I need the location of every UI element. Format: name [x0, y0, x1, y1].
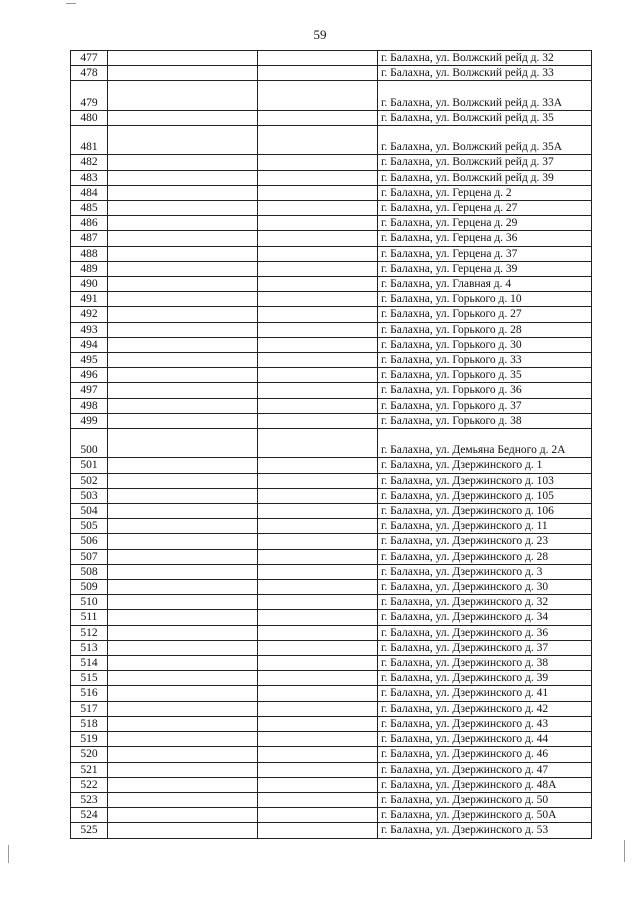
- table-row: [71, 170, 592, 185]
- row-number: 515: [71, 671, 108, 686]
- empty-cell: [258, 292, 378, 307]
- row-number: 478: [71, 66, 108, 81]
- empty-cell: [258, 762, 378, 777]
- row-number: 512: [71, 625, 108, 640]
- empty-cell: [258, 488, 378, 503]
- row-number: 483: [71, 170, 108, 185]
- address-cell: г. Балахна, ул. Дзержинского д. 48А: [378, 777, 592, 792]
- empty-cell: [108, 216, 258, 231]
- row-number: 506: [71, 534, 108, 549]
- empty-cell: [258, 747, 378, 762]
- table-row: [71, 716, 592, 731]
- address-cell: г. Балахна, ул. Волжский рейд д. 37: [378, 155, 592, 170]
- empty-cell: [258, 640, 378, 655]
- row-number: 491: [71, 292, 108, 307]
- empty-cell: [108, 534, 258, 549]
- table-row: [71, 277, 592, 292]
- table-row: [71, 595, 592, 610]
- address-cell: г. Балахна, ул. Горького д. 10: [378, 292, 592, 307]
- empty-cell: [108, 640, 258, 655]
- empty-cell: [108, 701, 258, 716]
- empty-cell: [108, 170, 258, 185]
- row-number: 477: [71, 51, 108, 66]
- row-number: 481: [71, 126, 108, 155]
- empty-cell: [108, 126, 258, 155]
- address-cell: г. Балахна, ул. Дзержинского д. 23: [378, 534, 592, 549]
- empty-cell: [258, 413, 378, 428]
- empty-cell: [108, 429, 258, 458]
- table-row: [71, 322, 592, 337]
- empty-cell: [108, 747, 258, 762]
- table-row: [71, 429, 592, 458]
- row-number: 514: [71, 656, 108, 671]
- row-number: 488: [71, 246, 108, 261]
- empty-cell: [108, 580, 258, 595]
- address-cell: г. Балахна, ул. Дзержинского д. 34: [378, 610, 592, 625]
- scan-mark-top: [66, 3, 76, 4]
- table-row: [71, 126, 592, 155]
- empty-cell: [108, 762, 258, 777]
- row-number: 480: [71, 110, 108, 125]
- table-row: [71, 534, 592, 549]
- table-row: [71, 823, 592, 838]
- address-cell: г. Балахна, ул. Дзержинского д. 36: [378, 625, 592, 640]
- empty-cell: [258, 777, 378, 792]
- empty-cell: [108, 322, 258, 337]
- address-cell: г. Балахна, ул. Дзержинского д. 53: [378, 823, 592, 838]
- address-cell: г. Балахна, ул. Дзержинского д. 47: [378, 762, 592, 777]
- empty-cell: [258, 216, 378, 231]
- scan-mark-right: [624, 840, 625, 862]
- table-row: [71, 640, 592, 655]
- row-number: 524: [71, 808, 108, 823]
- address-cell: г. Балахна, ул. Горького д. 35: [378, 368, 592, 383]
- empty-cell: [108, 277, 258, 292]
- row-number: 518: [71, 716, 108, 731]
- empty-cell: [108, 155, 258, 170]
- empty-cell: [108, 777, 258, 792]
- empty-cell: [108, 353, 258, 368]
- row-number: 502: [71, 473, 108, 488]
- table-row: [71, 368, 592, 383]
- address-cell: г. Балахна, ул. Герцена д. 29: [378, 216, 592, 231]
- empty-cell: [258, 277, 378, 292]
- table-row: [71, 564, 592, 579]
- empty-cell: [258, 110, 378, 125]
- table-row: [71, 671, 592, 686]
- table-row: [71, 473, 592, 488]
- row-number: 495: [71, 353, 108, 368]
- empty-cell: [258, 51, 378, 66]
- empty-cell: [258, 823, 378, 838]
- empty-cell: [108, 307, 258, 322]
- table-row: [71, 66, 592, 81]
- row-number: 487: [71, 231, 108, 246]
- address-cell: г. Балахна, ул. Дзержинского д. 32: [378, 595, 592, 610]
- empty-cell: [258, 549, 378, 564]
- row-number: 479: [71, 81, 108, 110]
- address-cell: г. Балахна, ул. Дзержинского д. 39: [378, 671, 592, 686]
- row-number: 508: [71, 564, 108, 579]
- empty-cell: [108, 246, 258, 261]
- address-cell: г. Балахна, ул. Герцена д. 37: [378, 246, 592, 261]
- empty-cell: [108, 185, 258, 200]
- row-number: 500: [71, 429, 108, 458]
- empty-cell: [258, 307, 378, 322]
- table-row: [71, 246, 592, 261]
- empty-cell: [108, 81, 258, 110]
- row-number: 504: [71, 504, 108, 519]
- empty-cell: [108, 473, 258, 488]
- empty-cell: [258, 246, 378, 261]
- row-number: 492: [71, 307, 108, 322]
- address-cell: г. Балахна, ул. Дзержинского д. 41: [378, 686, 592, 701]
- empty-cell: [258, 473, 378, 488]
- empty-cell: [258, 170, 378, 185]
- table-row: [71, 353, 592, 368]
- table-row: [71, 231, 592, 246]
- empty-cell: [108, 110, 258, 125]
- address-cell: г. Балахна, ул. Герцена д. 36: [378, 231, 592, 246]
- empty-cell: [258, 625, 378, 640]
- empty-cell: [258, 126, 378, 155]
- table-row: [71, 762, 592, 777]
- empty-cell: [258, 808, 378, 823]
- empty-cell: [108, 732, 258, 747]
- empty-cell: [258, 322, 378, 337]
- table-row: [71, 337, 592, 352]
- address-cell: г. Балахна, ул. Горького д. 27: [378, 307, 592, 322]
- table-row: [71, 185, 592, 200]
- empty-cell: [258, 383, 378, 398]
- empty-cell: [258, 231, 378, 246]
- empty-cell: [258, 429, 378, 458]
- address-cell: г. Балахна, ул. Дзержинского д. 28: [378, 549, 592, 564]
- empty-cell: [108, 671, 258, 686]
- row-number: 513: [71, 640, 108, 655]
- address-cell: г. Балахна, ул. Горького д. 36: [378, 383, 592, 398]
- empty-cell: [108, 656, 258, 671]
- table-row: [71, 292, 592, 307]
- empty-cell: [108, 823, 258, 838]
- address-cell: г. Балахна, ул. Дзержинского д. 38: [378, 656, 592, 671]
- table-row: [71, 216, 592, 231]
- address-cell: г. Балахна, ул. Горького д. 33: [378, 353, 592, 368]
- address-cell: г. Балахна, ул. Герцена д. 27: [378, 201, 592, 216]
- table-row: [71, 458, 592, 473]
- address-cell: г. Балахна, ул. Дзержинского д. 50: [378, 792, 592, 807]
- empty-cell: [108, 625, 258, 640]
- address-cell: г. Балахна, ул. Волжский рейд д. 32: [378, 51, 592, 66]
- row-number: 509: [71, 580, 108, 595]
- address-cell: г. Балахна, ул. Горького д. 28: [378, 322, 592, 337]
- table-row: [71, 686, 592, 701]
- empty-cell: [258, 504, 378, 519]
- empty-cell: [258, 155, 378, 170]
- address-table-body: [71, 51, 592, 839]
- row-number: 519: [71, 732, 108, 747]
- empty-cell: [258, 66, 378, 81]
- empty-cell: [108, 610, 258, 625]
- row-number: 499: [71, 413, 108, 428]
- empty-cell: [258, 595, 378, 610]
- address-cell: г. Балахна, ул. Волжский рейд д. 33: [378, 66, 592, 81]
- address-cell: г. Балахна, ул. Горького д. 38: [378, 413, 592, 428]
- empty-cell: [108, 413, 258, 428]
- empty-cell: [108, 51, 258, 66]
- table-row: [71, 383, 592, 398]
- address-cell: г. Балахна, ул. Дзержинского д. 105: [378, 488, 592, 503]
- table-row: [71, 625, 592, 640]
- empty-cell: [258, 398, 378, 413]
- empty-cell: [258, 519, 378, 534]
- address-cell: г. Балахна, ул. Дзержинского д. 43: [378, 716, 592, 731]
- row-number: 523: [71, 792, 108, 807]
- address-cell: г. Балахна, ул. Волжский рейд д. 35: [378, 110, 592, 125]
- empty-cell: [108, 66, 258, 81]
- address-cell: г. Балахна, ул. Дзержинского д. 103: [378, 473, 592, 488]
- address-table: [70, 50, 592, 839]
- empty-cell: [258, 201, 378, 216]
- row-number: 489: [71, 261, 108, 276]
- empty-cell: [108, 716, 258, 731]
- row-number: 493: [71, 322, 108, 337]
- empty-cell: [108, 808, 258, 823]
- empty-cell: [258, 716, 378, 731]
- address-cell: г. Балахна, ул. Дзержинского д. 50А: [378, 808, 592, 823]
- empty-cell: [258, 81, 378, 110]
- address-cell: г. Балахна, ул. Дзержинского д. 11: [378, 519, 592, 534]
- empty-cell: [258, 534, 378, 549]
- empty-cell: [258, 185, 378, 200]
- row-number: 501: [71, 458, 108, 473]
- table-row: [71, 201, 592, 216]
- empty-cell: [108, 231, 258, 246]
- empty-cell: [258, 671, 378, 686]
- row-number: 490: [71, 277, 108, 292]
- address-cell: г. Балахна, ул. Дзержинского д. 42: [378, 701, 592, 716]
- row-number: 510: [71, 595, 108, 610]
- address-cell: г. Балахна, ул. Дзержинского д. 30: [378, 580, 592, 595]
- row-number: 503: [71, 488, 108, 503]
- table-row: [71, 398, 592, 413]
- address-cell: г. Балахна, ул. Демьяна Бедного д. 2А: [378, 429, 592, 458]
- scan-mark-left: [8, 845, 9, 863]
- row-number: 482: [71, 155, 108, 170]
- table-row: [71, 488, 592, 503]
- table-row: [71, 732, 592, 747]
- empty-cell: [258, 564, 378, 579]
- empty-cell: [108, 368, 258, 383]
- address-cell: г. Балахна, ул. Дзержинского д. 44: [378, 732, 592, 747]
- row-number: 522: [71, 777, 108, 792]
- table-row: [71, 777, 592, 792]
- empty-cell: [258, 701, 378, 716]
- address-cell: г. Балахна, ул. Дзержинского д. 106: [378, 504, 592, 519]
- empty-cell: [108, 201, 258, 216]
- table-row: [71, 413, 592, 428]
- empty-cell: [258, 458, 378, 473]
- row-number: 494: [71, 337, 108, 352]
- empty-cell: [108, 595, 258, 610]
- empty-cell: [258, 368, 378, 383]
- table-row: [71, 81, 592, 110]
- row-number: 520: [71, 747, 108, 762]
- table-row: [71, 610, 592, 625]
- row-number: 517: [71, 701, 108, 716]
- table-row: [71, 656, 592, 671]
- empty-cell: [108, 564, 258, 579]
- row-number: 496: [71, 368, 108, 383]
- table-row: [71, 701, 592, 716]
- row-number: 498: [71, 398, 108, 413]
- row-number: 497: [71, 383, 108, 398]
- row-number: 484: [71, 185, 108, 200]
- empty-cell: [258, 792, 378, 807]
- empty-cell: [258, 686, 378, 701]
- address-cell: г. Балахна, ул. Волжский рейд д. 39: [378, 170, 592, 185]
- row-number: 507: [71, 549, 108, 564]
- address-cell: г. Балахна, ул. Дзержинского д. 37: [378, 640, 592, 655]
- table-row: [71, 307, 592, 322]
- row-number: 505: [71, 519, 108, 534]
- table-row: [71, 808, 592, 823]
- address-cell: г. Балахна, ул. Дзержинского д. 3: [378, 564, 592, 579]
- address-cell: г. Балахна, ул. Волжский рейд д. 35А: [378, 126, 592, 155]
- empty-cell: [258, 610, 378, 625]
- table-row: [71, 792, 592, 807]
- table-row: [71, 155, 592, 170]
- address-cell: г. Балахна, ул. Горького д. 30: [378, 337, 592, 352]
- table-row: [71, 261, 592, 276]
- table-row: [71, 110, 592, 125]
- row-number: 516: [71, 686, 108, 701]
- row-number: 486: [71, 216, 108, 231]
- empty-cell: [258, 337, 378, 352]
- empty-cell: [258, 353, 378, 368]
- empty-cell: [108, 519, 258, 534]
- address-cell: г. Балахна, ул. Дзержинского д. 1: [378, 458, 592, 473]
- address-cell: г. Балахна, ул. Герцена д. 39: [378, 261, 592, 276]
- table-row: [71, 549, 592, 564]
- empty-cell: [108, 337, 258, 352]
- empty-cell: [258, 580, 378, 595]
- empty-cell: [108, 549, 258, 564]
- table-row: [71, 504, 592, 519]
- address-cell: г. Балахна, ул. Волжский рейд д. 33А: [378, 81, 592, 110]
- empty-cell: [258, 656, 378, 671]
- empty-cell: [108, 488, 258, 503]
- empty-cell: [108, 398, 258, 413]
- row-number: 485: [71, 201, 108, 216]
- row-number: 525: [71, 823, 108, 838]
- empty-cell: [108, 504, 258, 519]
- address-cell: г. Балахна, ул. Главная д. 4: [378, 277, 592, 292]
- address-cell: г. Балахна, ул. Герцена д. 2: [378, 185, 592, 200]
- table-row: [71, 51, 592, 66]
- table-row: [71, 580, 592, 595]
- row-number: 521: [71, 762, 108, 777]
- address-cell: г. Балахна, ул. Дзержинского д. 46: [378, 747, 592, 762]
- empty-cell: [258, 732, 378, 747]
- page-number: 59: [313, 27, 327, 42]
- empty-cell: [108, 686, 258, 701]
- table-row: [71, 747, 592, 762]
- address-cell: г. Балахна, ул. Горького д. 37: [378, 398, 592, 413]
- empty-cell: [258, 261, 378, 276]
- row-number: 511: [71, 610, 108, 625]
- empty-cell: [108, 792, 258, 807]
- empty-cell: [108, 458, 258, 473]
- empty-cell: [108, 292, 258, 307]
- empty-cell: [108, 261, 258, 276]
- empty-cell: [108, 383, 258, 398]
- table-row: [71, 519, 592, 534]
